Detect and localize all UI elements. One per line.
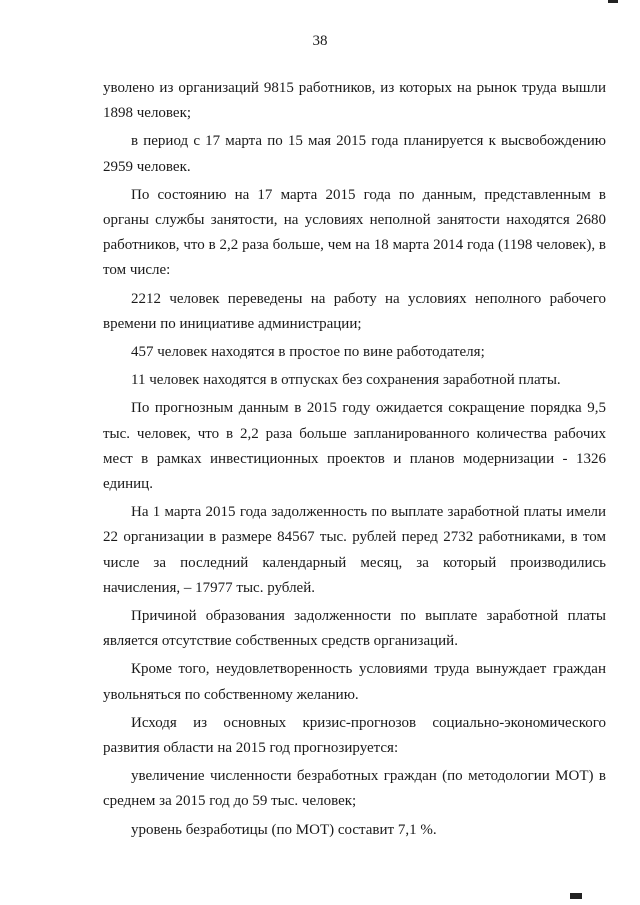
paragraph: увеличение численности безработных граждан (по методологии МОТ) в среднем за 2015 год до 59 тыс. человек; [103, 768, 606, 810]
scan-mark-bottom [570, 893, 582, 899]
document-body [103, 76, 606, 843]
paragraph: На 1 марта 2015 года задолженность по выплате заработной платы имели 22 организации в размере 84567 тыс. рублей перед 2732 работниками, в том числе за последний календарный месяц, за который производились начисления, – 17977 тыс. рублей. [103, 504, 606, 596]
paragraph: в период с 17 марта по 15 мая 2015 года планируется к высвобождению 2959 человек. [103, 133, 606, 175]
paragraph: По состоянию на 17 марта 2015 года по данным, представленным в органы службы занятости, на условиях неполной занятости находятся 2680 работников, что в 2,2 раза больше, чем на 18 марта 2014 года (1198 человек), в том числе: [103, 186, 606, 279]
paragraph: Кроме того, неудовлетворенность условиями труда вынуждает граждан увольняться по собственному желанию. [103, 661, 606, 703]
paragraph: уволено из организаций 9815 работников, из которых на рынок труда вышли 1898 человек; [103, 80, 606, 122]
paragraph: Исходя из основных кризис-прогнозов социально-экономического развития области на 2015 год прогнозируется: [103, 714, 606, 757]
paragraph: Причиной образования задолженности по выплате заработной платы является отсутствие собственных средств организаций. [103, 608, 606, 650]
paragraph: 11 человек находятся в отпусках без сохранения заработной платы. [131, 372, 561, 389]
paragraph: 2212 человек переведены на работу на условиях неполного рабочего времени по инициативе администрации; [103, 290, 606, 332]
paragraph: уровень безработицы (по МОТ) составит 7,1 %. [131, 821, 437, 838]
paragraph: 457 человек находятся в простое по вине работодателя; [131, 344, 485, 361]
page-number: 38 [312, 33, 328, 49]
scan-mark-top [608, 0, 618, 3]
paragraph: По прогнозным данным в 2015 году ожидается сокращение порядка 9,5 тыс. человек, что в 2,2 раза больше запланированного количества рабочих мест в рамках инвестиционных проектов и планов модернизации - 1326 единиц. [103, 400, 606, 493]
